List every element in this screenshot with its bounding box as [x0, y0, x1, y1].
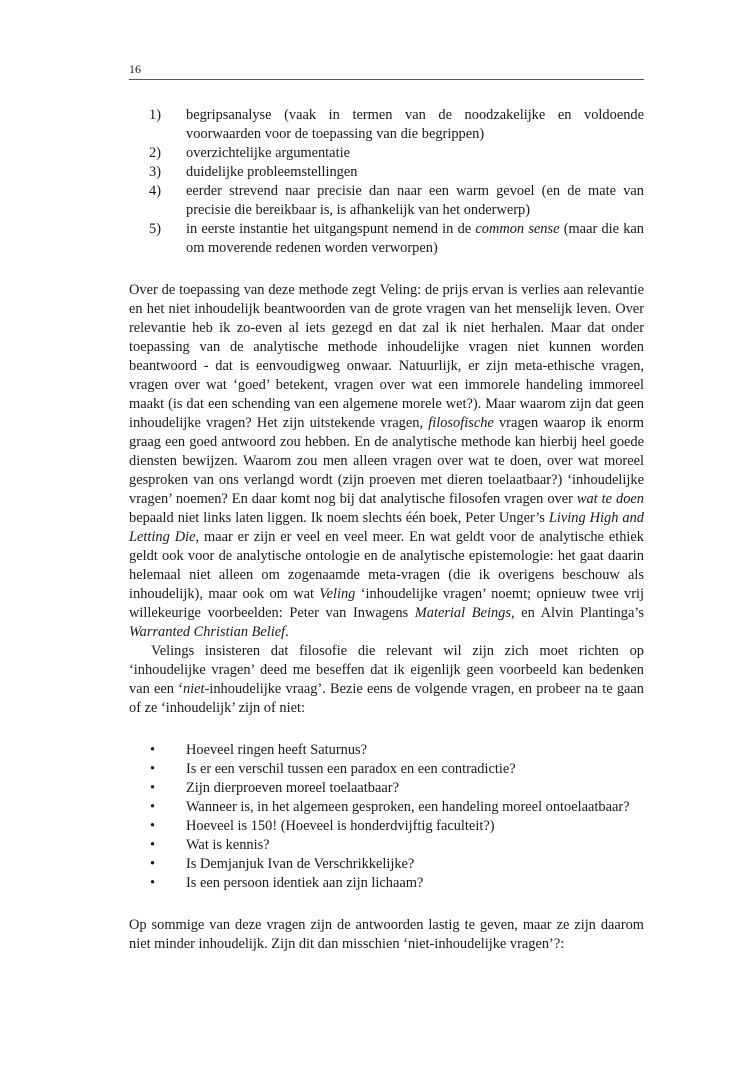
list-text: eerder strevend naar precisie dan naar een warm gevoel (en de mate van precisie die bereikbaar is, is afhankelijk van het onderwerp)	[186, 183, 644, 218]
emphasis-text: filosofische	[428, 415, 494, 431]
bullet-icon: •	[150, 818, 156, 834]
text-run: -inhoudelijke vraag’. Bezie eens de volgende vragen, en probeer na te gaan of ze ‘inhoudelijk’ zijn of niet:	[129, 681, 644, 716]
list-item	[129, 144, 644, 163]
text-run: , maar er zijn er veel en veel meer. En wat geldt voor de analytische ethiek geldt ook voor de analytische ontologie en de analytische epistemologie: het gaat daarin helemaal niet alleen om zogenaamde meta-vragen (die ik overigens beschouw als inhoudelijk), maar ook om wat	[129, 529, 645, 602]
list-item	[129, 163, 644, 182]
bullet-icon: •	[150, 742, 156, 758]
list-item	[129, 874, 644, 893]
list-item	[129, 741, 644, 760]
list-number: 1)	[149, 107, 161, 123]
list-number: 2)	[149, 145, 161, 161]
list-item	[129, 760, 644, 779]
text-run: in eerste instantie het uitgangspunt nemend in de	[186, 221, 476, 237]
list-item	[129, 106, 644, 144]
list-text: Is een persoon identiek aan zijn lichaam?	[186, 875, 424, 891]
page-body	[129, 106, 644, 954]
list-number: 4)	[149, 183, 161, 199]
bullet-icon: •	[150, 761, 156, 777]
emphasis-text: Veling	[319, 586, 356, 602]
list-item	[129, 855, 644, 874]
text-run: .	[285, 624, 289, 640]
text-run: Velings insisteren dat filosofie die relevant wil zijn zich moet richten op ‘inhoudelijke vragen’ deed me beseffen dat ik eigenlijk geen voorbeeld kan bedenken van een ‘	[129, 643, 644, 697]
list-number: 3)	[149, 164, 161, 180]
numbered-list	[129, 106, 644, 258]
list-text: Wanneer is, in het algemeen gesproken, een handeling moreel ontoelaatbaar?	[186, 799, 630, 815]
list-text: Wat is kennis?	[186, 837, 270, 853]
bullet-icon: •	[150, 875, 156, 891]
list-item	[129, 779, 644, 798]
bullet-icon: •	[150, 799, 156, 815]
list-text: begripsanalyse (vaak in termen van de noodzakelijke en voldoende voorwaarden voor de toepassing van die begrippen)	[186, 107, 644, 142]
text-run: Over de toepassing van deze methode zegt Veling: de prijs ervan is verlies aan relevantie en het niet inhoudelijk beantwoorden van de grote vragen van het menselijk leven. Over relevantie heb ik zo-even al iets gezegd en dat zal ik niet herhalen. Maar dat onder toepassing van de analytische methode inhoudelijke vragen niet kunnen worden beantwoord - dat is eenvoudigweg onwaar. Natuurlijk, er zijn meta-ethische vragen, vragen over wat ‘goed’ betekent, vragen over wat een immorele handeling immoreel maakt (is dat een schending van een algemene morele wet?). Maar waarom zijn dat geen inhoudelijke vragen? Het zijn uitstekende vragen,	[129, 282, 644, 431]
list-item	[129, 220, 644, 258]
paragraph	[129, 281, 644, 642]
bullet-icon: •	[150, 856, 156, 872]
emphasis-text: niet	[182, 681, 205, 697]
book-title: Living High and Letting Die	[129, 510, 644, 545]
list-item	[129, 798, 644, 817]
page-number: 16	[129, 60, 644, 80]
text-run: bepaald niet links laten liggen. Ik noem slechts één boek, Peter Unger’s	[129, 510, 549, 526]
list-number: 5)	[149, 221, 161, 237]
text-run: ‘inhoudelijke vragen’ noemt; opnieuw twee vrij willekeurige voorbeelden: Peter van Inwagens	[129, 586, 644, 621]
text-run: (maar die kan om moverende redenen worden verworpen)	[186, 221, 645, 256]
list-text: Hoeveel is 150! (Hoeveel is honderdvijftig faculteit?)	[186, 818, 495, 834]
list-text: overzichtelijke argumentatie	[186, 145, 350, 161]
paragraph	[129, 642, 644, 718]
list-text: duidelijke probleemstellingen	[186, 164, 358, 180]
emphasis-text: common sense	[475, 221, 560, 237]
bullet-list	[129, 741, 644, 893]
bullet-icon: •	[150, 837, 156, 853]
text-run: vragen waarop ik enorm graag een goed antwoord zou hebben. En de analytische methode kan hierbij heel goede diensten bewijzen. Waarom zou men alleen vragen over wat te doen, over wat moreel gesproken van ons verlangd wordt (zijn proeven met dieren toelaatbaar?) ‘inhoudelijke vragen’ noemen? En daar komt nog bij dat analytische filosofen vragen over	[129, 415, 644, 507]
emphasis-text: wat te doen	[576, 491, 644, 507]
book-title: Material Beings	[414, 605, 511, 621]
list-text: Is er een verschil tussen een paradox en een contradictie?	[186, 761, 516, 777]
list-item	[129, 182, 644, 220]
bullet-icon: •	[150, 780, 156, 796]
list-text	[186, 220, 644, 258]
list-text: Is Demjanjuk Ivan de Verschrikkelijke?	[186, 856, 415, 872]
paragraph: Op sommige van deze vragen zijn de antwoorden lastig te geven, maar ze zijn daarom niet minder inhoudelijk. Zijn dit dan misschien ‘niet-inhoudelijke vragen’?:	[129, 917, 644, 952]
list-text: Hoeveel ringen heeft Saturnus?	[186, 742, 368, 758]
book-title: Warranted Christian Belief	[129, 624, 286, 640]
list-item	[129, 817, 644, 836]
list-item	[129, 836, 644, 855]
text-run: , en Alvin Plantinga’s	[510, 605, 644, 621]
list-text: Zijn dierproeven moreel toelaatbaar?	[186, 780, 399, 796]
